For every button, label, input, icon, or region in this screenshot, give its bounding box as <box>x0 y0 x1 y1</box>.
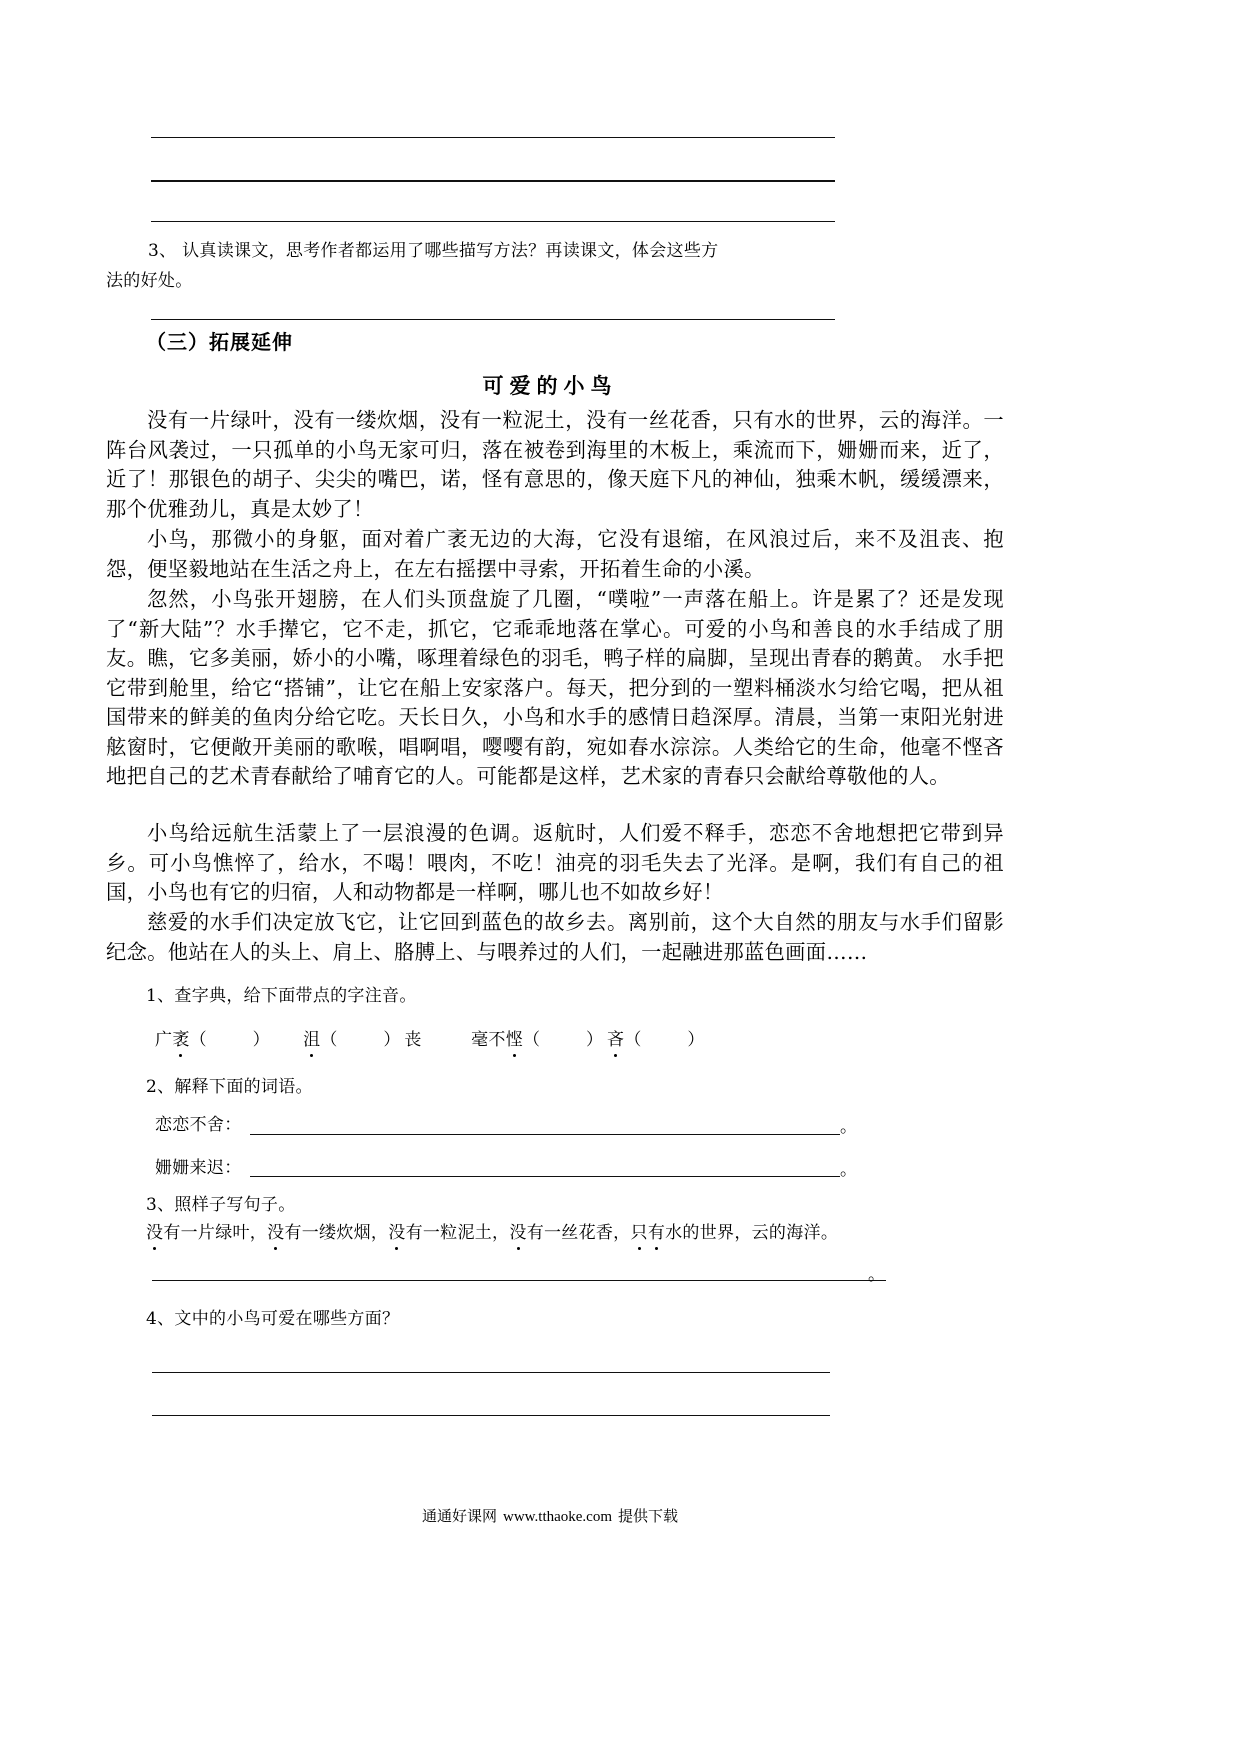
article-paragraph: 没有一片绿叶，没有一缕炊烟，没有一粒泥土，没有一丝花香，只有水的世界，云的海洋。一阵台风袭过，一只孤单的小鸟无家可归，落在被卷到海里的木板上，乘流而下，姗姗而来，近了，近了！那银色的胡子、尖尖的嘴巴，诺，怪有意思的，像天庭下凡的神仙，独乘木帆，缓缓漂来，那个优雅劲儿，真是太妙了！ <box>106 408 1004 521</box>
pinyin-exercise <box>155 1029 708 1051</box>
article-paragraph: 忽然，小鸟张开翅膀，在人们头顶盘旋了几圈，“噗啦”一声落在船上。许是累了？还是发现了“新大陆”？水手撵它，它不走，抓它，它乖乖地落在掌心。可爱的小鸟和善良的水手结成了朋友。瞧，它多美丽，娇小的小嘴，啄理着绿色的羽毛，鸭子样的扁脚，呈现出青春的鹅黄。 水手把它带到舱里，给它“搭铺”，让它在船上安家落户。每天，把分到的一塑料桶淡水匀给它喝，把从祖国带来的鲜美的鱼肉分给它吃。天长日久，小鸟和水手的感情日趋深厚。清晨，当第一束阳光射进舷窗时，它便敞开美丽的歌喉，唱啊唱，嘤嘤有韵，宛如春水淙淙。人类给它的生命，他毫不悭吝地把自己的艺术青春献给了哺育它的人。可能都是这样，艺术家的青春只会献给尊敬他的人。 <box>106 587 1004 788</box>
question-4: 4、文中的小鸟可爱在哪些方面？ <box>146 1309 400 1329</box>
article-paragraph: 小鸟，那微小的身躯，面对着广袤无边的大海，它没有退缩，在风浪过后，来不及沮丧、抱怨，便坚毅地站在生活之舟上，在左右摇摆中寻索，开拓着生命的小溪。 <box>106 527 1004 581</box>
period-mark: 。 <box>840 1160 858 1180</box>
word-text: 毫不 <box>471 1030 506 1050</box>
question-3: 3、照样子写句子。 <box>146 1195 296 1215</box>
footer-site-name: 通通好课网 <box>421 1507 497 1525</box>
question-3-text: 3、 认真读课文，思考作者都运用了哪些描写方法？再读课文，体会这些方 <box>148 241 719 261</box>
pinyin-blank[interactable]: （ ） <box>320 1030 405 1050</box>
answer-line <box>151 319 835 320</box>
pinyin-blank[interactable]: （ ） <box>189 1030 274 1050</box>
article-title: 可爱的小鸟 <box>482 373 618 398</box>
article-paragraph: 小鸟给远航生活蒙上了一层浪漫的色调。返航时，人们爱不释手，恋恋不舍地想把它带到异乡。可小鸟憔悴了，给水，不喝！喂肉，不吃！油亮的羽毛失去了光泽。是啊，我们有自己的祖国，小鸟也有它的归宿，人和动物都是一样啊，哪儿也不如故乡好！ <box>106 821 1004 904</box>
answer-line <box>151 180 835 182</box>
answer-line[interactable] <box>250 1176 840 1177</box>
period-mark: 。 <box>840 1117 858 1137</box>
answer-line <box>151 221 835 222</box>
sentence-text: 水的世界，云的海洋。 <box>665 1223 839 1243</box>
pinyin-blank[interactable]: （ ） <box>624 1030 709 1050</box>
section-heading: （三）拓展延伸 <box>146 330 293 354</box>
footer-suffix: 提供下载 <box>618 1507 679 1525</box>
dotted-char: 沮 <box>303 1030 321 1050</box>
page-footer <box>0 1505 1100 1526</box>
term-label: 恋恋不舍： <box>155 1115 242 1135</box>
period-mark: 。 <box>868 1265 886 1285</box>
word-text: 广 <box>155 1030 173 1050</box>
word-text: 丧 <box>404 1030 422 1050</box>
answer-line <box>151 137 835 138</box>
question-3-text-continued: 法的好处。 <box>106 271 193 291</box>
dotted-char: 没 <box>267 1223 285 1243</box>
dotted-char: 袤 <box>172 1030 190 1050</box>
sentence-text: 有一缕炊烟， <box>284 1223 389 1243</box>
dotted-char: 没 <box>146 1223 164 1243</box>
pinyin-blank[interactable]: （ ） <box>523 1030 608 1050</box>
question-2: 2、解释下面的词语。 <box>146 1077 313 1097</box>
term-label: 姗姗来迟： <box>155 1158 242 1178</box>
sentence-text: 有一丝花香， <box>526 1223 631 1243</box>
footer-url[interactable]: www.tthaoke.com <box>503 1509 612 1525</box>
sentence-text: 有一粒泥土， <box>405 1223 510 1243</box>
dotted-char: 悭 <box>505 1030 524 1050</box>
dotted-char: 吝 <box>607 1030 625 1050</box>
answer-line[interactable] <box>152 1415 830 1416</box>
dotted-char: 没 <box>388 1223 406 1243</box>
article-paragraph: 慈爱的水手们决定放飞它，让它回到蓝色的故乡去。离别前，这个大自然的朋友与水手们留影纪念。他站在人的头上、肩上、胳膊上、与喂养过的人们，一起融进那蓝色画面…… <box>106 910 1004 964</box>
question-1: 1、查字典，给下面带点的字注音。 <box>146 986 417 1006</box>
answer-line[interactable] <box>152 1280 886 1281</box>
dotted-char: 只 <box>630 1223 648 1243</box>
example-sentence <box>146 1222 838 1244</box>
dotted-char: 有 <box>647 1223 666 1243</box>
answer-line[interactable] <box>250 1134 840 1135</box>
dotted-char: 没 <box>509 1223 527 1243</box>
sentence-text: 有一片绿叶， <box>163 1223 268 1243</box>
answer-line[interactable] <box>152 1372 830 1373</box>
